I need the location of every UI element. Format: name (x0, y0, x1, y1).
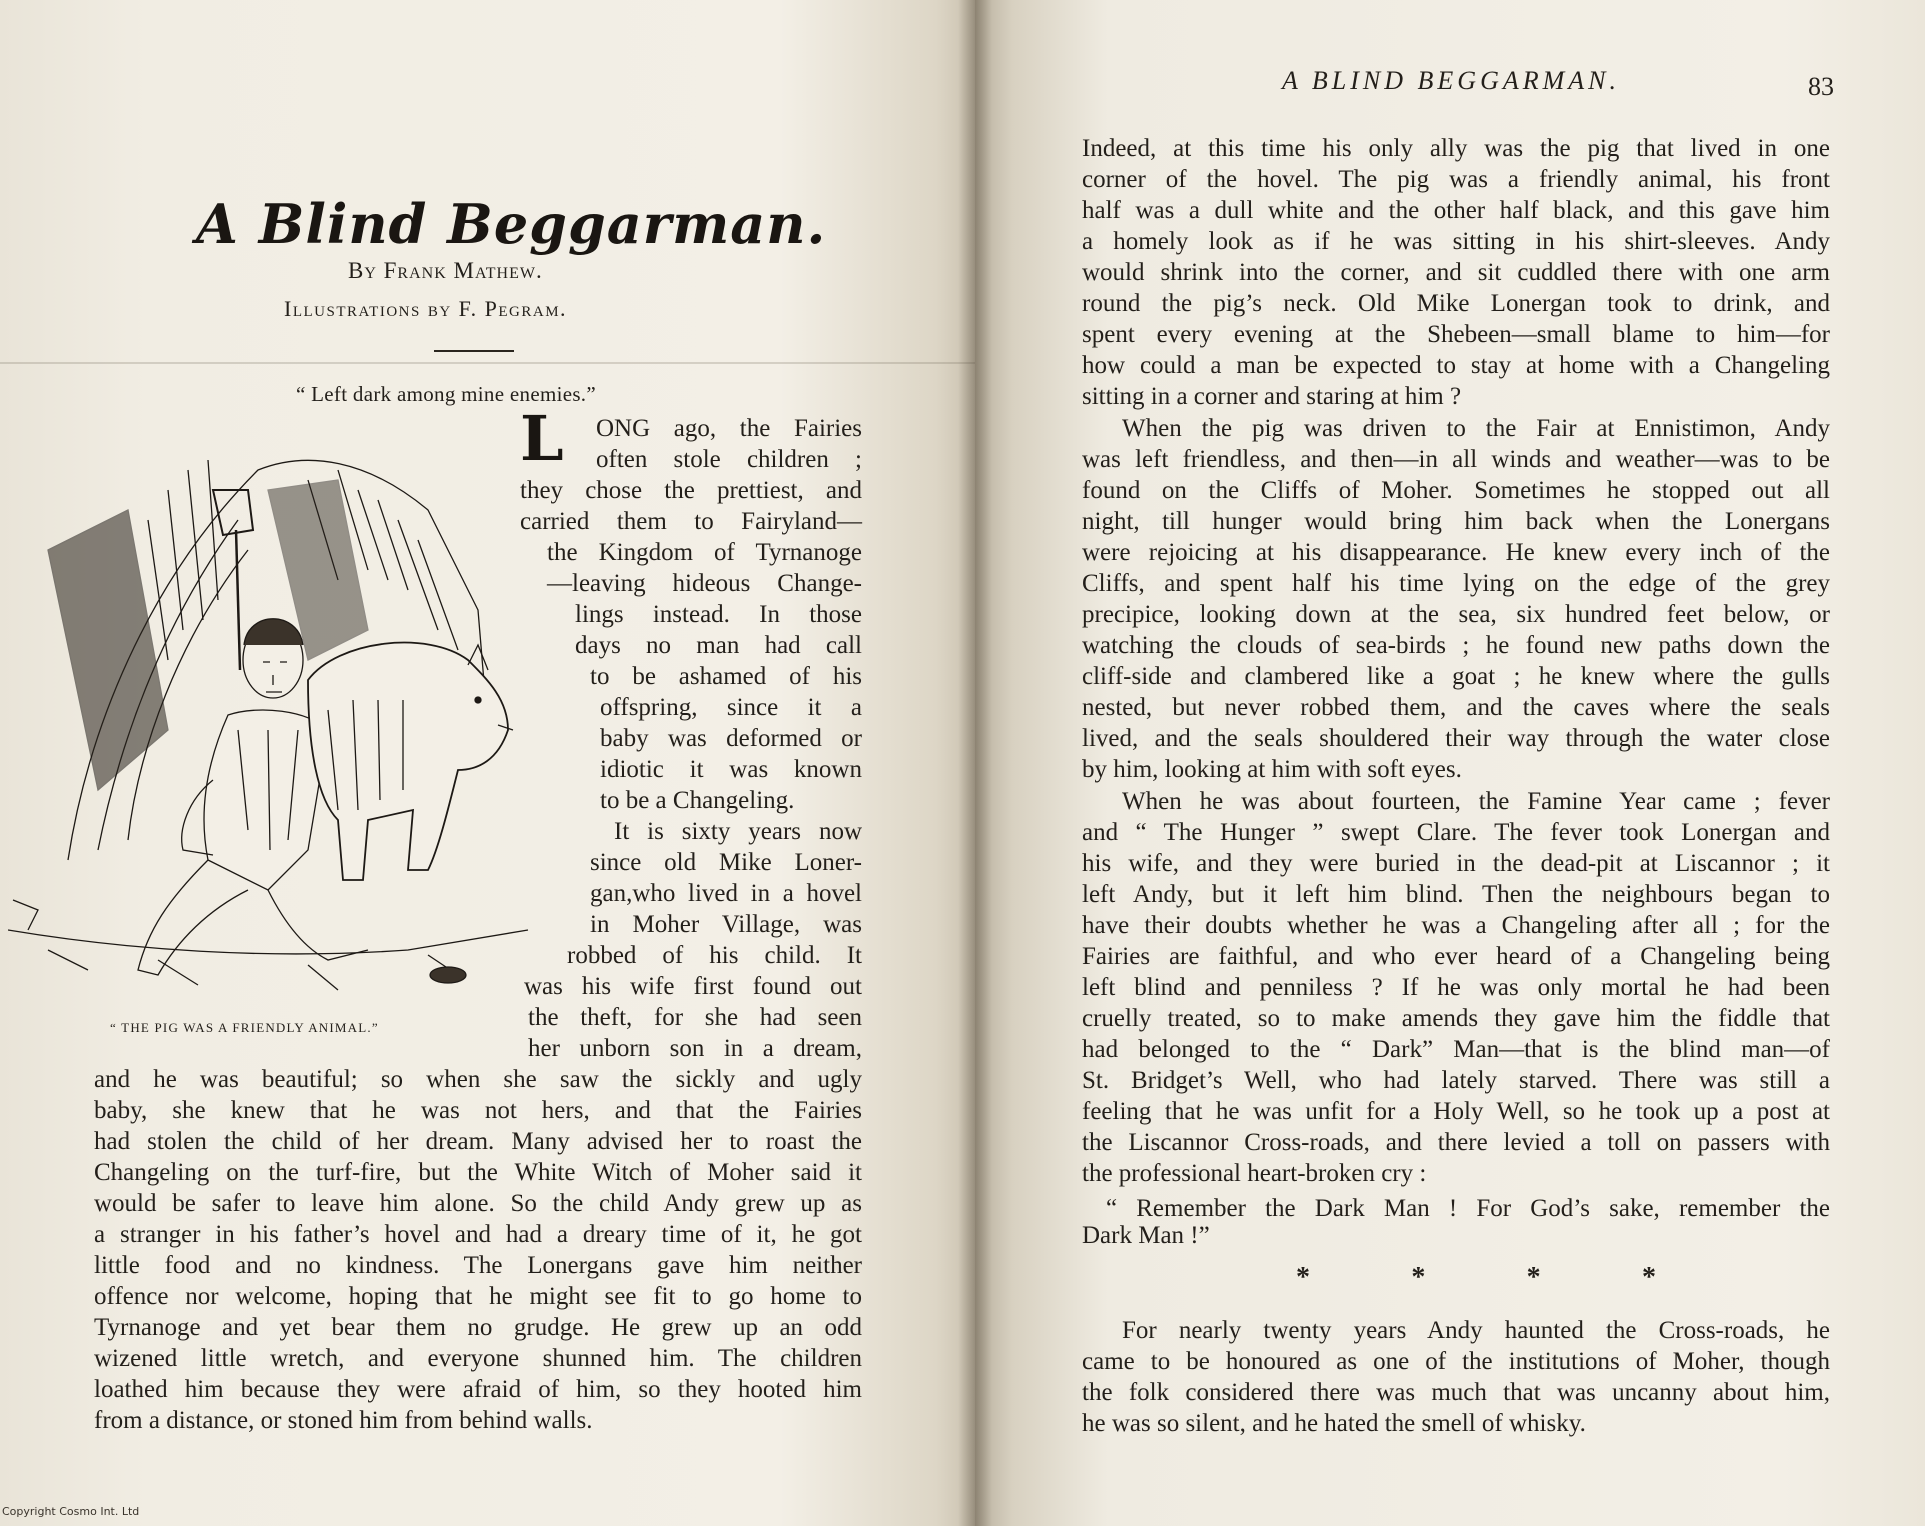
text-line: days no man had call (575, 632, 862, 659)
title-divider (434, 350, 514, 352)
section-break-star: * (1411, 1262, 1426, 1293)
text-line: and he was beautiful; so when she saw the sickly and ugly (94, 1066, 862, 1093)
text-line: It is sixty years now (614, 818, 862, 845)
text-line: Dark Man !” (1082, 1222, 1210, 1249)
text-line: sitting in a corner and staring at him ? (1082, 383, 1462, 410)
text-line: his wife, and they were buried in the dead-pit at Liscannor ; it (1082, 850, 1830, 877)
text-line: a homely look as if he was sitting in his shirt-sleeves. Andy (1082, 228, 1830, 255)
text-line: left blind and penniless ? If he was only mortal he had been (1082, 974, 1830, 1001)
text-line: little food and no kindness. The Lonergans gave him neither (94, 1252, 862, 1279)
text-line: were rejoicing at his disappearance. He knew every inch of the (1082, 539, 1830, 566)
text-line: offence nor welcome, hoping that he might see fit to go home to (94, 1283, 862, 1310)
text-line: carried them to Fairyland— (520, 508, 862, 535)
text-line: lived, and the seals shouldered their way through the water close (1082, 725, 1830, 752)
text-line: spent every evening at the Shebeen—small blame to him—for (1082, 321, 1830, 348)
text-line: was his wife first found out (524, 973, 862, 1000)
text-line: would shrink into the corner, and sit cuddled there with one arm (1082, 259, 1830, 286)
text-line: a stranger in his father’s hovel and had a dreary time of it, he got (94, 1221, 862, 1248)
text-line: left Andy, but it left him blind. Then the neighbours began to (1082, 881, 1830, 908)
text-line: by him, looking at him with soft eyes. (1082, 756, 1462, 783)
text-line: baby was deformed or (600, 725, 862, 752)
text-line: precipice, looking down at the sea, six hundred feet below, or (1082, 601, 1830, 628)
section-break-star: * (1641, 1262, 1656, 1293)
text-line: had belonged to the “ Dark” Man—that is the blind man—of (1082, 1036, 1830, 1063)
text-line: in Moher Village, was (590, 911, 862, 938)
text-line: “ Remember the Dark Man ! For God’s sake, remember the (1106, 1195, 1830, 1222)
text-line: since old Mike Loner- (590, 849, 862, 876)
text-line: —leaving hideous Change- (547, 570, 862, 597)
text-line: gan,who lived in a hovel (590, 880, 862, 907)
text-line: watching the clouds of sea-birds ; he found new paths down the (1082, 632, 1830, 659)
section-break-star: * (1296, 1262, 1310, 1293)
epigraph: “ Left dark among mine enemies.” (296, 382, 596, 406)
text-line: the Kingdom of Tyrnanoge (547, 539, 862, 566)
page-number: 83 (1808, 72, 1834, 101)
right-page (975, 0, 1925, 1526)
text-line: wizened little wretch, and everyone shunned him. The children (94, 1345, 862, 1372)
text-line: they chose the prettiest, and (520, 477, 862, 504)
text-line: and “ The Hunger ” swept Clare. The fever took Lonergan and (1082, 819, 1830, 846)
text-line: When he was about fourteen, the Famine Year came ; fever (1122, 788, 1830, 815)
text-line: Cliffs, and spent half his time lying on the edge of the grey (1082, 570, 1830, 597)
text-line: Indeed, at this time his only ally was the pig that lived in one (1082, 135, 1830, 162)
text-line: the professional heart-broken cry : (1082, 1160, 1427, 1187)
text-line: Fairies are faithful, and who ever heard of a Changeling being (1082, 943, 1830, 970)
text-line: would be safer to leave him alone. So the child Andy grew up as (94, 1190, 862, 1217)
author-byline: By Frank Mathew. (348, 258, 543, 283)
drop-cap: L (520, 402, 564, 475)
book-gutter (958, 0, 992, 1526)
text-line: was left friendless, and then—in all winds and weather—was to be (1082, 446, 1830, 473)
illustration-caption: “ THE PIG WAS A FRIENDLY ANIMAL.” (110, 1020, 379, 1035)
text-line: lings instead. In those (575, 601, 862, 628)
text-line: night, till hunger would bring him back when the Lonergans (1082, 508, 1830, 535)
text-line: the Liscannor Cross-roads, and there levied a toll on passers with (1082, 1129, 1830, 1156)
pig-and-boy-illustration (8, 430, 564, 998)
text-line: Tyrnanoge and yet bear them no grudge. He grew up an odd (94, 1314, 862, 1341)
text-line: often stole children ; (596, 446, 862, 473)
section-break (1296, 1262, 1656, 1294)
text-line: cruelly treated, so to make amends they gave him the fiddle that (1082, 1005, 1830, 1032)
page-fold-line (0, 362, 975, 364)
text-line: ONG ago, the Fairies (596, 415, 862, 442)
text-line: St. Bridget’s Well, who had lately starved. There was still a (1082, 1067, 1830, 1094)
text-line: For nearly twenty years Andy haunted the Cross-roads, he (1122, 1317, 1830, 1344)
text-line: offspring, since it a (600, 694, 862, 721)
illustrator-credit: Illustrations by F. Pegram. (284, 296, 568, 321)
text-line: Changeling on the turf-fire, but the White Witch of Moher said it (94, 1159, 862, 1186)
text-line: loathed him because they were afraid of him, so they hooted him (94, 1376, 862, 1403)
section-break-star: * (1526, 1262, 1541, 1293)
text-line: had stolen the child of her dream. Many advised her to roast the (94, 1128, 862, 1155)
text-line: from a distance, or stoned him from behind walls. (94, 1407, 593, 1434)
text-line: the theft, for she had seen (528, 1004, 862, 1031)
running-head: A BLIND BEGGARMAN. (1282, 66, 1620, 95)
text-line: how could a man be expected to stay at home with a Changeling (1082, 352, 1830, 379)
text-line: have their doubts whether he was a Changeling after all ; for the (1082, 912, 1830, 939)
text-line: idiotic it was known (600, 756, 862, 783)
text-line: When the pig was driven to the Fair at Ennistimon, Andy (1122, 415, 1830, 442)
text-line: baby, she knew that he was not hers, and that the Fairies (94, 1097, 862, 1124)
text-line: nested, but never robbed them, and the caves where the seals (1082, 694, 1830, 721)
text-line: half was a dull white and the other half black, and this gave him (1082, 197, 1830, 224)
text-line: found on the Cliffs of Moher. Sometimes he stopped out all (1082, 477, 1830, 504)
text-line: to be ashamed of his (590, 663, 862, 690)
text-line: robbed of his child. It (567, 942, 862, 969)
text-line: cliff-side and clambered like a goat ; he knew where the gulls (1082, 663, 1830, 690)
text-line: came to be honoured as one of the institutions of Moher, though (1082, 1348, 1830, 1375)
text-line: he was so silent, and he hated the smell of whisky. (1082, 1410, 1586, 1437)
copyright-watermark: Copyright Cosmo Int. Ltd (2, 1505, 140, 1518)
article-title: A Blind Beggarman. (196, 192, 827, 256)
text-line: to be a Changeling. (600, 787, 795, 814)
text-line: corner of the hovel. The pig was a friendly animal, his front (1082, 166, 1830, 193)
text-line: feeling that he was unfit for a Holy Well, so he took up a post at (1082, 1098, 1830, 1125)
text-line: her unborn son in a dream, (528, 1035, 862, 1062)
text-line: round the pig’s neck. Old Mike Lonergan took to drink, and (1082, 290, 1830, 317)
text-line: the folk considered there was much that was uncanny about him, (1082, 1379, 1830, 1406)
